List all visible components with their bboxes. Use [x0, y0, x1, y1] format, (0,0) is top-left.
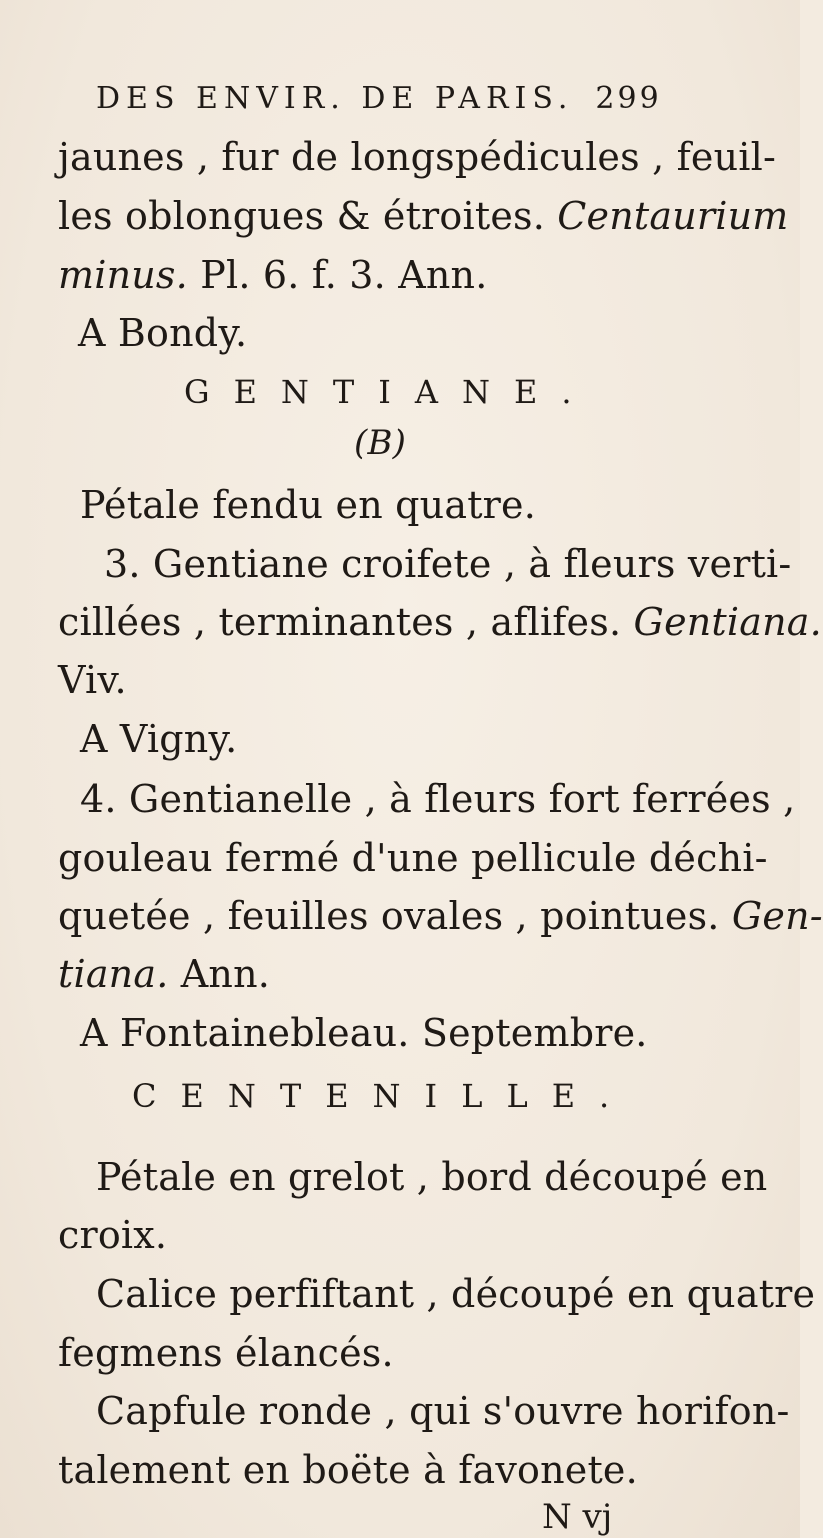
text-line-20: talement en boëte à favonete.: [58, 1448, 638, 1492]
text-line-7: [58, 600, 822, 644]
text-line-13b: Ann.: [180, 952, 271, 996]
text-line-5: Pétale fendu en quatre.: [80, 483, 536, 527]
text-line-7a: cillées , terminantes , aflifes.: [58, 600, 622, 644]
text-line-13: [58, 952, 271, 996]
section-title-centenille: CENTENILLE.: [132, 1077, 634, 1115]
text-line-3b: Pl. 6. f. 3. Ann.: [200, 253, 488, 297]
latin-name-minus: minus.: [58, 253, 188, 297]
latin-name-gen: Gen-: [731, 894, 823, 938]
text-line-6: 3. Gentiane croifete , à fleurs verti-: [104, 542, 792, 586]
running-header: [96, 81, 662, 116]
latin-name-tiana: tiana.: [58, 952, 169, 996]
text-line-3: [58, 253, 488, 297]
text-line-2a: les oblongues & étroites.: [58, 194, 545, 238]
page-number: 299: [595, 81, 662, 116]
text-line-16: croix.: [58, 1213, 168, 1257]
running-title: DES ENVIR. DE PARIS.: [96, 81, 574, 116]
signature-mark: N vj: [542, 1497, 613, 1537]
text-line-10: 4. Gentianelle , à fleurs fort ferrées ,: [80, 777, 796, 821]
latin-name-gentiana: Gentiana.: [633, 600, 822, 644]
section-title-gentiane: GENTIANE.: [184, 373, 596, 411]
text-line-17: Calice perfiftant , découpé en quatre: [96, 1272, 816, 1316]
text-line-12a: quetée , feuilles ovales , pointues.: [58, 894, 720, 938]
text-line-8: Viv.: [58, 658, 127, 702]
text-line-11: gouleau fermé d'une pellicule déchi-: [58, 836, 768, 880]
latin-name-centaurium: Centaurium: [557, 194, 789, 238]
text-line-15: Pétale en grelot , bord découpé en: [96, 1155, 768, 1199]
text-line-1: jaunes , fur de longspédicules , feuil-: [58, 135, 777, 179]
text-line-18: fegmens élancés.: [58, 1331, 394, 1375]
text-line-14: A Fontainebleau. Septembre.: [80, 1011, 648, 1055]
section-label-b: (B): [354, 423, 407, 463]
text-line-12: [58, 894, 823, 938]
text-line-2: [58, 194, 789, 238]
text-line-4: A Bondy.: [78, 311, 248, 355]
text-line-9: A Vigny.: [80, 717, 238, 761]
text-line-19: Capfule ronde , qui s'ouvre horifon-: [96, 1389, 790, 1433]
